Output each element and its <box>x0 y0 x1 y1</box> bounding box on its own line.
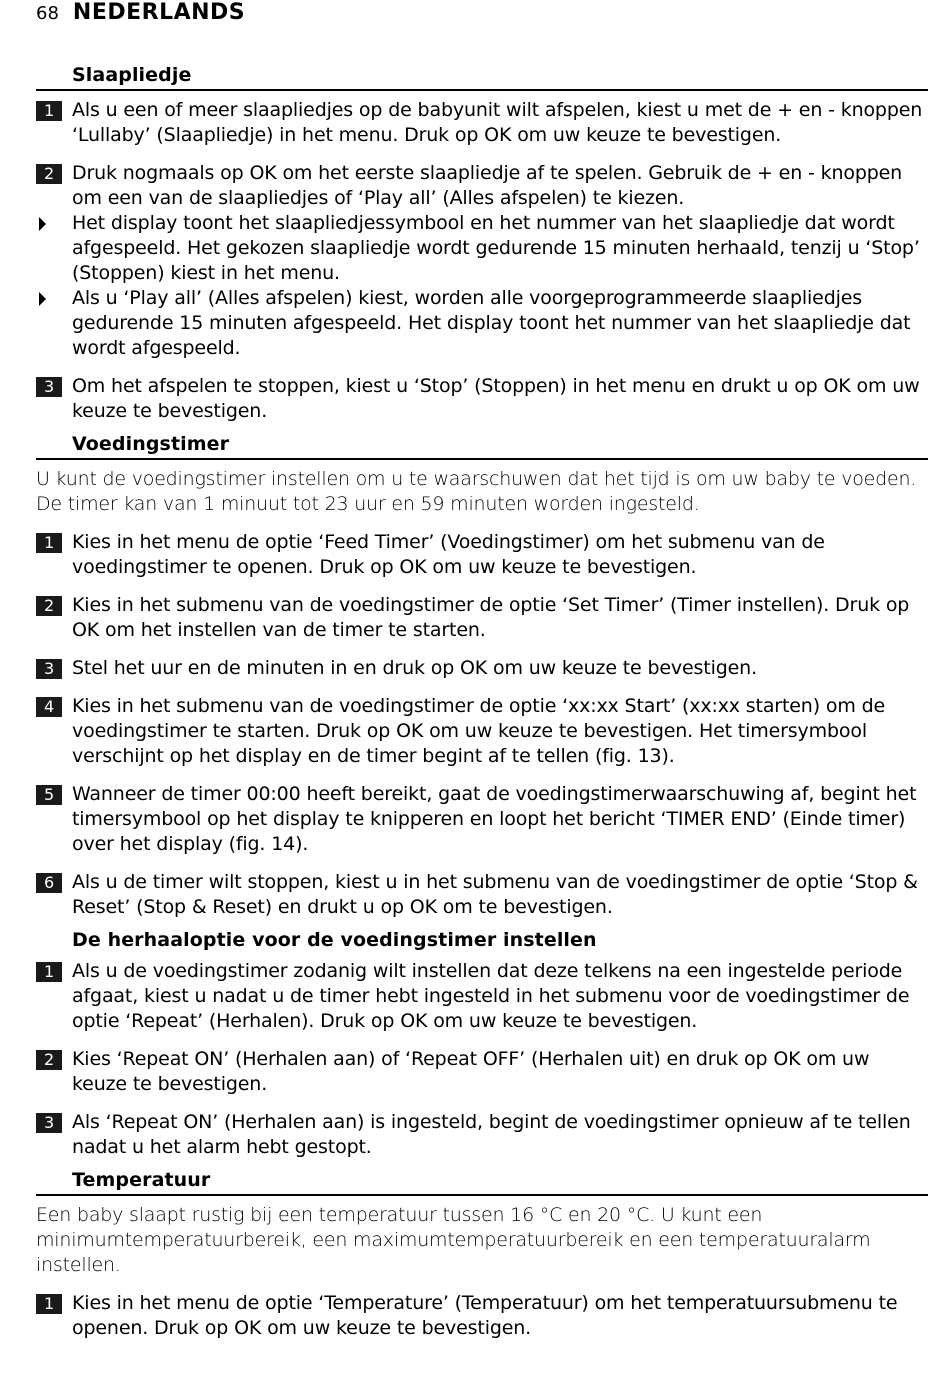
section-intro: U kunt de voedingstimer instellen om u te waarschuwen dat het tijd is om uw baby te voeden. De timer kan van 1 minuut tot 23 uur en 59 minuten worden ingesteld. <box>36 468 917 515</box>
step-number-badge: 3 <box>36 377 62 397</box>
step-text: Kies ‘Repeat ON’ (Herhalen aan) of ‘Repeat OFF’ (Herhalen uit) en druk op OK om uw keuze te bevestigen. <box>72 1048 870 1095</box>
bullet-arrow-icon <box>39 292 46 306</box>
step-item <box>36 1110 928 1160</box>
page-number: 68 <box>36 3 59 24</box>
step-number-badge: 1 <box>36 101 62 121</box>
step-item <box>36 98 928 148</box>
bullet-item <box>36 286 928 361</box>
step-text: Druk nogmaals op OK om het eerste slaapliedje af te spelen. Gebruik de + en - knoppen om een van de slaapliedjes of ‘Play all’ (Alles afspelen) te kiezen. <box>72 162 903 209</box>
step-text: Kies in het submenu van de voedingstimer de optie ‘Set Timer’ (Timer instellen). Druk op OK om het instellen van de timer te starten. <box>72 594 910 641</box>
step-item <box>36 870 928 920</box>
step-text: Om het afspelen te stoppen, kiest u ‘Stop’ (Stoppen) in het menu en drukt u op OK om uw keuze te bevestigen. <box>72 375 920 422</box>
section-heading-slaapliedje: Slaapliedje <box>36 63 928 91</box>
bullet-item <box>36 211 928 286</box>
page-language-title: NEDERLANDS <box>72 0 246 25</box>
step-item <box>36 593 928 643</box>
step-text: Als u de voedingstimer zodanig wilt instellen dat deze telkens na een ingestelde periode afgaat, kiest u nadat u de timer hebt ingesteld in het submenu voor de voedingstimer de optie ‘Repeat’ (Herhalen). Druk op OK om uw keuze te bevestigen. <box>72 960 910 1032</box>
step-number-badge: 6 <box>36 873 62 893</box>
section-heading-voedingstimer: Voedingstimer <box>36 432 928 460</box>
step-text: Stel het uur en de minuten in en druk op OK om uw keuze te bevestigen. <box>72 657 757 679</box>
step-text: Kies in het submenu van de voedingstimer de optie ‘xx:xx Start’ (xx:xx starten) om de voedingstimer te starten. Druk op OK om uw keuze te bevestigen. Het timersymbool verschijnt op het display en de timer begint af te tellen (fig. 13). <box>72 695 886 767</box>
step-text: Als ‘Repeat ON’ (Herhalen aan) is ingesteld, begint de voedingstimer opnieuw af te tellen nadat u het alarm hebt gestopt. <box>72 1111 911 1158</box>
step-item <box>36 374 928 424</box>
step-item <box>36 161 928 211</box>
section-heading-temperatuur: Temperatuur <box>36 1168 928 1196</box>
section-intro: Een baby slaapt rustig bij een temperatuur tussen 16 °C en 20 °C. U kunt een minimumtemperatuurbereik, een maximumtemperatuurbereik en een temperatuuralarm instellen. <box>36 1204 871 1276</box>
step-number-badge: 1 <box>36 962 62 982</box>
step-text: Wanneer de timer 00:00 heeft bereikt, gaat de voedingstimerwaarschuwing af, begint het timersymbool op het display te knipperen en loopt het bericht ‘TIMER END’ (Einde timer) over het display (fig. 14). <box>72 783 917 855</box>
step-item <box>36 1291 928 1341</box>
step-number-badge: 2 <box>36 1050 62 1070</box>
page-content <box>36 63 928 1354</box>
step-text: Als u de timer wilt stoppen, kiest u in het submenu van de voedingstimer de optie ‘Stop & Reset’ (Stop & Reset) en drukt u op OK om te bevestigen. <box>72 871 918 918</box>
bullet-arrow-icon <box>39 217 46 231</box>
step-number-badge: 2 <box>36 596 62 616</box>
page-header <box>36 0 245 30</box>
step-text: Kies in het menu de optie ‘Temperature’ (Temperatuur) om het temperatuursubmenu te openen. Druk op OK om uw keuze te bevestigen. <box>72 1292 898 1339</box>
step-item <box>36 656 928 681</box>
section-heading-herhaaloptie: De herhaaloptie voor de voedingstimer instellen <box>72 929 597 951</box>
step-item <box>36 694 928 769</box>
bullet-text: Als u ‘Play all’ (Alles afspelen) kiest, worden alle voorgeprogrammeerde slaapliedjes gedurende 15 minuten afgespeeld. Het display toont het nummer van het slaapliedje dat wordt afgespeeld. <box>72 287 911 359</box>
step-item <box>36 530 928 580</box>
step-text: Als u een of meer slaapliedjes op de babyunit wilt afspelen, kiest u met de + en - knoppen ‘Lullaby’ (Slaapliedje) in het menu. Druk op OK om uw keuze te bevestigen. <box>72 99 923 146</box>
step-item <box>36 782 928 857</box>
step-number-badge: 2 <box>36 164 62 184</box>
step-item <box>36 1047 928 1097</box>
step-number-badge: 4 <box>36 697 62 717</box>
step-number-badge: 3 <box>36 659 62 679</box>
step-number-badge: 5 <box>36 785 62 805</box>
bullet-text: Het display toont het slaapliedjessymbool en het nummer van het slaapliedje dat wordt afgespeeld. Het gekozen slaapliedje wordt gedurende 15 minuten herhaald, tenzij u ‘Stop’ (Stoppen) kiest in het menu. <box>72 212 920 284</box>
step-item <box>36 959 928 1034</box>
step-number-badge: 3 <box>36 1113 62 1133</box>
step-number-badge: 1 <box>36 1294 62 1314</box>
step-number-badge: 1 <box>36 533 62 553</box>
step-text: Kies in het menu de optie ‘Feed Timer’ (Voedingstimer) om het submenu van de voedingstimer te openen. Druk op OK om uw keuze te bevestigen. <box>72 531 825 578</box>
